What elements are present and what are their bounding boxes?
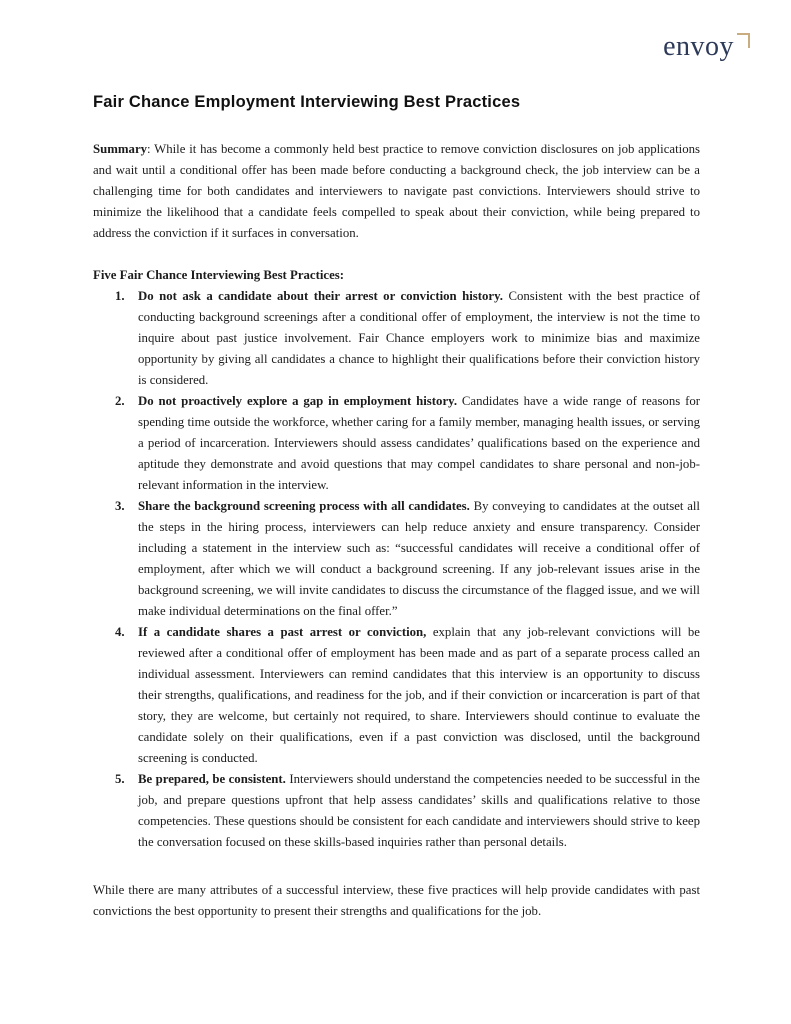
list-item xyxy=(93,769,700,853)
item-body: Interviewers should understand the competencies needed to be successful in the job, and prepare questions upfront that help assess candidates’ skills and qualifications relative to those competencies. These questions should be consistent for each candidate and interviewers should strive to keep the conversation focused on these skills-based inquiries rather than personal details. xyxy=(138,772,700,849)
item-number: 1. xyxy=(115,289,125,303)
envoy-logo-text: envoy xyxy=(663,31,734,62)
list-item xyxy=(93,622,700,769)
summary-body: : While it has become a commonly held best practice to remove conviction disclosures on job applications and wait until a conditional offer has been made before conducting a background check, the job interview can be a challenging time for both candidates and interviewers to navigate past convictions. Interviewers should strive to minimize the likelihood that a candidate feels compelled to speak about their conviction, while being prepared to address the conviction if it surfaces in conversation. xyxy=(93,142,700,240)
item-body: Candidates have a wide range of reasons for spending time outside the workforce, whether caring for a family member, managing health issues, or serving a period of incarceration. Interviewers should assess candidates’ qualifications based on the experience and aptitude they demonstrate and avoid questions that may compel candidates to share personal and non-job-relevant information in the interview. xyxy=(138,394,700,492)
item-lead: Share the background screening process with all candidates. xyxy=(138,499,470,513)
item-number: 2. xyxy=(115,394,125,408)
closing-paragraph: While there are many attributes of a successful interview, these five practices will help provide candidates with past convictions the best opportunity to present their strengths and qualifications for the job. xyxy=(93,883,700,918)
item-number: 5. xyxy=(115,772,125,786)
list-item xyxy=(93,391,700,496)
envoy-logo xyxy=(663,30,750,68)
item-body: By conveying to candidates at the outset all the steps in the hiring process, interviewers can help reduce anxiety and ensure transparency. Consider including a statement in the interview such as: “successful candidates will receive a conditional offer of employment, after which we will conduct a background screening. If any job-relevant issues arise in the background screening, we will invite candidates to discuss the circumstance of the flagged issue, and we will make individual determinations on the final offer.” xyxy=(138,499,700,618)
item-lead: If a candidate shares a past arrest or conviction, xyxy=(138,625,427,639)
item-number: 3. xyxy=(115,499,125,513)
item-lead: Do not proactively explore a gap in employment history. xyxy=(138,394,458,408)
document-header xyxy=(93,30,750,68)
corner-bracket-icon xyxy=(737,33,750,48)
summary-paragraph xyxy=(93,139,700,244)
item-body: Consistent with the best practice of conducting background screenings after a conditional offer of employment, the interview is not the time to inquire about past justice involvement. Fair Chance employers work to minimize bias and maximize opportunity by giving all candidates a chance to highlight their qualifications before their conviction history is considered. xyxy=(138,289,700,387)
list-heading: Five Fair Chance Interviewing Best Practices: xyxy=(93,268,345,282)
page-title: Fair Chance Employment Interviewing Best Practices xyxy=(93,93,521,111)
list-item xyxy=(93,286,700,391)
list-item xyxy=(93,496,700,622)
item-body: explain that any job-relevant convictions will be reviewed after a conditional offer of employment has been made and as part of a separate process called an individual assessment. Interviewers can remind candidates that this interview is an opportunity to discuss their strengths, qualifications, and readiness for the job, and if their conviction or incarceration is part of that story, they are welcome, but certainly not required, to share. Interviewers should continue to evaluate the candidate solely on their qualifications, even if a past conviction was disclosed, until the background screening is conducted. xyxy=(138,625,700,765)
best-practices-list xyxy=(93,286,700,853)
summary-label: Summary xyxy=(93,142,148,156)
item-lead: Be prepared, be consistent. xyxy=(138,772,286,786)
item-number: 4. xyxy=(115,625,125,639)
item-lead: Do not ask a candidate about their arrest or conviction history. xyxy=(138,289,503,303)
